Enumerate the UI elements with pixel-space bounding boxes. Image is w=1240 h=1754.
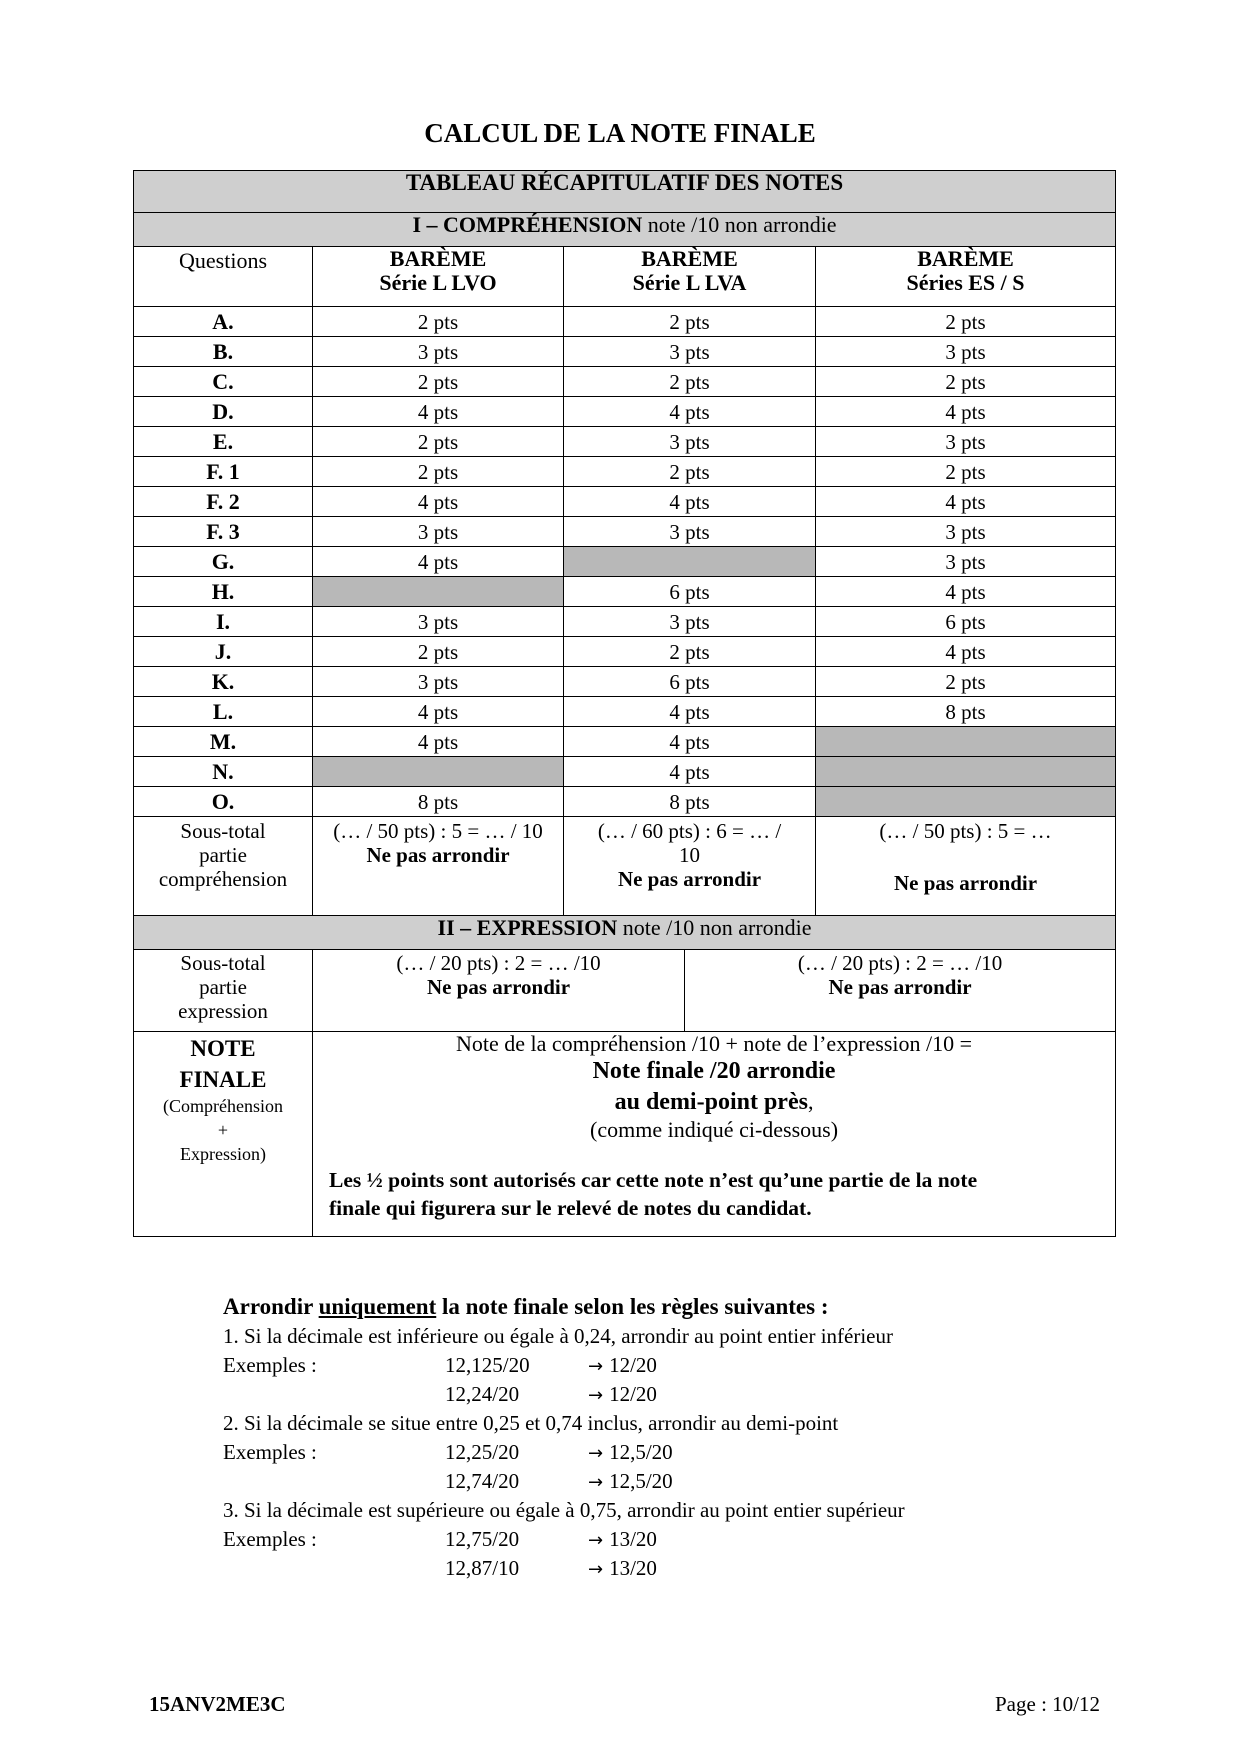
final-rounding-line <box>317 1087 1111 1118</box>
lva-points: 3 pts <box>564 517 816 547</box>
subtotal-label-line: Sous-total <box>180 951 266 975</box>
lvo-points: 2 pts <box>313 457 564 487</box>
lva-points: 2 pts <box>564 637 816 667</box>
lva-points: 3 pts <box>564 337 816 367</box>
lvo-points <box>313 577 564 607</box>
lva-points: 6 pts <box>564 577 816 607</box>
lva-points: 4 pts <box>564 757 816 787</box>
table-row <box>134 727 1116 757</box>
lvo-formula: (… / 50 pts) : 5 = … / 10 <box>333 819 543 843</box>
question-label: F. 3 <box>134 517 313 547</box>
final-label-line: FINALE <box>179 1067 267 1092</box>
expression-l-cell <box>313 950 685 1032</box>
grading-summary-table <box>133 170 1116 1237</box>
lva-formula: (… / 60 pts) : 6 = … / <box>597 819 782 843</box>
final-label-line: NOTE <box>190 1036 256 1061</box>
lva-points: 4 pts <box>564 397 816 427</box>
bareme-ess-header <box>816 247 1116 307</box>
arrow-right-icon: → <box>588 1385 604 1406</box>
arrow-right-icon: → <box>588 1443 604 1464</box>
example-rounded: 12/20 <box>609 1353 657 1377</box>
subtotal-comprehension-label <box>134 817 313 916</box>
final-grade-statement: Note finale /20 arrondie <box>592 1058 836 1084</box>
example-row <box>223 1351 1123 1380</box>
rule-item: 1. Si la décimale est inférieure ou égale à 0,24, arrondir au point entier inférieur <box>223 1324 893 1348</box>
question-label: N. <box>134 757 313 787</box>
lva-points: 2 pts <box>564 367 816 397</box>
subtotal-label-line: partie <box>199 975 247 999</box>
lvo-points: 4 pts <box>313 547 564 577</box>
rule-item: 3. Si la décimale est supérieure ou égale à 0,75, arrondir au point entier supérieur <box>223 1498 905 1522</box>
subtotal-expression-label <box>134 950 313 1032</box>
example-result <box>588 1438 673 1468</box>
ess-points <box>816 727 1116 757</box>
expression-formula: (… / 20 pts) : 2 = … /10 <box>396 951 601 975</box>
example-result <box>588 1525 657 1555</box>
questions-header: Questions <box>134 247 313 307</box>
example-row <box>223 1525 1123 1554</box>
half-points-note <box>317 1166 1111 1222</box>
ess-points <box>816 757 1116 787</box>
table-row <box>134 547 1116 577</box>
lvo-points: 3 pts <box>313 667 564 697</box>
question-label: B. <box>134 337 313 367</box>
example-rounded: 12/20 <box>609 1382 657 1406</box>
arrow-right-icon: → <box>588 1356 604 1377</box>
question-label: K. <box>134 667 313 697</box>
expression-ess-cell <box>685 950 1116 1032</box>
example-value: 12,25/20 <box>445 1440 520 1464</box>
ess-points: 3 pts <box>816 517 1116 547</box>
rules-title <box>223 1292 1123 1322</box>
lvo-points: 2 pts <box>313 637 564 667</box>
arrow-right-icon: → <box>588 1472 604 1493</box>
example-result <box>588 1554 657 1584</box>
lvo-points <box>313 757 564 787</box>
example-result <box>588 1467 673 1497</box>
lva-points: 3 pts <box>564 607 816 637</box>
question-label: G. <box>134 547 313 577</box>
arrow-right-icon: → <box>588 1559 604 1580</box>
lva-points: 2 pts <box>564 457 816 487</box>
example-value: 12,24/20 <box>445 1382 520 1406</box>
rules-title-emphasis: uniquement <box>318 1294 437 1319</box>
final-rounding-text: au demi-point près <box>614 1089 808 1115</box>
examples-label: Exemples : <box>223 1353 317 1377</box>
table-row <box>134 787 1116 817</box>
serie-ess-label: Séries ES / S <box>906 270 1025 295</box>
final-grade-body <box>313 1032 1116 1237</box>
table-row <box>134 427 1116 457</box>
lvo-points: 2 pts <box>313 427 564 457</box>
section-expression-note: note /10 non arrondie <box>617 915 812 940</box>
section-comprehension-name: I – COMPRÉHENSION <box>412 212 643 237</box>
ess-points: 3 pts <box>816 427 1116 457</box>
final-sub-line: + <box>217 1120 229 1140</box>
ess-points: 2 pts <box>816 367 1116 397</box>
lva-points: 4 pts <box>564 727 816 757</box>
lvo-points: 2 pts <box>313 307 564 337</box>
half-points-note-line: finale qui figurera sur le relevé de notes du candidat. <box>329 1196 812 1220</box>
table-row <box>134 367 1116 397</box>
ess-points: 4 pts <box>816 577 1116 607</box>
example-result <box>588 1351 657 1381</box>
ess-points: 2 pts <box>816 307 1116 337</box>
no-round-label: Ne pas arrondir <box>617 867 762 891</box>
example-rounded: 12,5/20 <box>609 1469 673 1493</box>
ess-points: 4 pts <box>816 487 1116 517</box>
subtotal-label-line: compréhension <box>158 867 288 891</box>
ess-points: 6 pts <box>816 607 1116 637</box>
question-label: F. 2 <box>134 487 313 517</box>
example-value: 12,87/10 <box>445 1556 520 1580</box>
bareme-label: BARÈME <box>641 246 738 271</box>
lvo-points: 3 pts <box>313 337 564 367</box>
lva-formula-cont: 10 <box>679 843 700 867</box>
table-row <box>134 487 1116 517</box>
ess-points: 4 pts <box>816 637 1116 667</box>
no-round-label: Ne pas arrondir <box>366 843 510 867</box>
section-expression-header <box>134 916 1116 950</box>
example-value: 12,74/20 <box>445 1469 520 1493</box>
question-label: D. <box>134 397 313 427</box>
section-expression-name: II – EXPRESSION <box>437 915 618 940</box>
final-formula: Note de la compréhension /10 + note de l’expression /10 = <box>456 1031 973 1056</box>
lvo-points: 3 pts <box>313 607 564 637</box>
rules-title-post: la note finale selon les règles suivantes : <box>436 1294 829 1319</box>
expression-formula: (… / 20 pts) : 2 = … /10 <box>797 951 1003 975</box>
rules-title-pre: Arrondir <box>223 1294 319 1319</box>
final-sub-line: (Compréhension <box>163 1096 283 1116</box>
bareme-label: BARÈME <box>917 246 1014 271</box>
section-comprehension-note: note /10 non arrondie <box>642 212 837 237</box>
example-row <box>223 1438 1123 1467</box>
example-value: 12,75/20 <box>445 1527 520 1551</box>
subtotal-lvo <box>313 817 564 916</box>
half-points-note-line: Les ½ points sont autorisés car cette note n’est qu’une partie de la note <box>329 1168 978 1192</box>
lva-points: 4 pts <box>564 487 816 517</box>
table-row <box>134 337 1116 367</box>
serie-lva-label: Série L LVA <box>632 270 747 295</box>
lvo-points: 8 pts <box>313 787 564 817</box>
subtotal-label-line: partie <box>199 843 247 867</box>
final-sub-line: Expression) <box>180 1144 266 1164</box>
lva-points: 2 pts <box>564 307 816 337</box>
serie-lvo-label: Série L LVO <box>379 270 497 295</box>
question-label: I. <box>134 607 313 637</box>
example-rounded: 13/20 <box>609 1556 657 1580</box>
question-label: E. <box>134 427 313 457</box>
page-title: CALCUL DE LA NOTE FINALE <box>424 118 816 148</box>
ess-points: 3 pts <box>816 547 1116 577</box>
example-row <box>223 1554 1123 1583</box>
question-label: L. <box>134 697 313 727</box>
subtotal-ess <box>816 817 1116 916</box>
lva-points: 3 pts <box>564 427 816 457</box>
arrow-right-icon: → <box>588 1530 604 1551</box>
ess-points: 2 pts <box>816 457 1116 487</box>
ess-points: 2 pts <box>816 667 1116 697</box>
rules-list <box>223 1322 1123 1583</box>
table-row <box>134 667 1116 697</box>
question-label: A. <box>134 307 313 337</box>
examples-label: Exemples : <box>223 1527 317 1551</box>
example-rounded: 13/20 <box>609 1527 657 1551</box>
example-value: 12,125/20 <box>445 1353 530 1377</box>
lvo-points: 3 pts <box>313 517 564 547</box>
question-label: J. <box>134 637 313 667</box>
lvo-points: 4 pts <box>313 697 564 727</box>
section-comprehension-header <box>134 213 1116 247</box>
ess-points <box>816 787 1116 817</box>
table-row <box>134 697 1116 727</box>
ess-points: 4 pts <box>816 397 1116 427</box>
question-label: H. <box>134 577 313 607</box>
subtotal-label-line: Sous-total <box>180 819 266 843</box>
no-round-label: Ne pas arrondir <box>828 975 972 999</box>
question-rows <box>134 307 1116 817</box>
lva-points: 8 pts <box>564 787 816 817</box>
lvo-points: 2 pts <box>313 367 564 397</box>
final-reference: (comme indiqué ci-dessous) <box>590 1117 839 1142</box>
examples-label: Exemples : <box>223 1440 317 1464</box>
page-number: Page : 10/12 <box>995 1692 1100 1716</box>
document-code: 15ANV2ME3C <box>149 1692 286 1716</box>
final-rounding-suffix: , <box>807 1089 814 1114</box>
table-row <box>134 517 1116 547</box>
table-row <box>134 757 1116 787</box>
bareme-lvo-header <box>313 247 564 307</box>
table-row <box>134 637 1116 667</box>
example-row <box>223 1380 1123 1409</box>
rule-item: 2. Si la décimale se situe entre 0,25 et 0,74 inclus, arrondir au demi-point <box>223 1411 839 1435</box>
example-row <box>223 1467 1123 1496</box>
subtotal-label-line: expression <box>178 999 268 1023</box>
ess-formula: (… / 50 pts) : 5 = … <box>879 819 1052 843</box>
example-rounded: 12,5/20 <box>609 1440 673 1464</box>
no-round-label: Ne pas arrondir <box>893 871 1038 895</box>
question-label: F. 1 <box>134 457 313 487</box>
table-row <box>134 607 1116 637</box>
ess-points: 3 pts <box>816 337 1116 367</box>
lvo-points: 4 pts <box>313 727 564 757</box>
rounding-rules <box>223 1292 1123 1583</box>
lva-points: 4 pts <box>564 697 816 727</box>
subtotal-lva <box>564 817 816 916</box>
example-result <box>588 1380 657 1410</box>
question-label: O. <box>134 787 313 817</box>
ess-points: 8 pts <box>816 697 1116 727</box>
no-round-label: Ne pas arrondir <box>426 975 571 999</box>
question-label: C. <box>134 367 313 397</box>
lva-points <box>564 547 816 577</box>
final-grade-label <box>134 1032 313 1237</box>
bareme-lva-header <box>564 247 816 307</box>
table-title: TABLEAU RÉCAPITULATIF DES NOTES <box>134 171 1116 213</box>
lva-points: 6 pts <box>564 667 816 697</box>
lvo-points: 4 pts <box>313 397 564 427</box>
bareme-label: BARÈME <box>389 246 487 271</box>
question-label: M. <box>134 727 313 757</box>
table-row <box>134 577 1116 607</box>
table-row <box>134 307 1116 337</box>
table-row <box>134 457 1116 487</box>
lvo-points: 4 pts <box>313 487 564 517</box>
table-row <box>134 397 1116 427</box>
